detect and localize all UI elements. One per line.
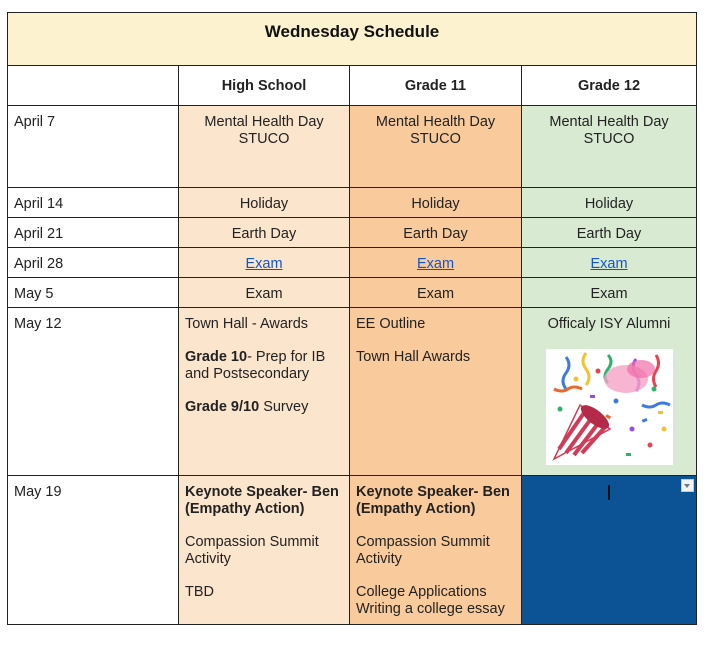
schedule-title: Wednesday Schedule: [264, 22, 440, 41]
cell-line: STUCO: [583, 131, 635, 147]
cell-paragraph: [185, 484, 343, 518]
g11-cell[interactable]: Earth Day: [350, 218, 522, 248]
table-row: [8, 308, 697, 476]
date-cell[interactable]: May 12: [8, 308, 179, 476]
chevron-down-icon[interactable]: [681, 479, 694, 492]
bold-label: Keynote Speaker- Ben (Empathy Action): [185, 484, 339, 517]
g12-cell[interactable]: [522, 248, 697, 278]
date-cell[interactable]: April 21: [8, 218, 179, 248]
title-cell[interactable]: [8, 13, 697, 66]
date-cell[interactable]: April 14: [8, 188, 179, 218]
hs-cell[interactable]: Earth Day: [179, 218, 350, 248]
cell-paragraph: EE Outline: [356, 316, 426, 332]
table-row: [8, 188, 697, 218]
table-row: [8, 278, 697, 308]
date-cell[interactable]: April 7: [8, 106, 179, 188]
cell-paragraph: [185, 349, 343, 383]
g11-cell[interactable]: [350, 308, 522, 476]
header-grade-12[interactable]: Grade 12: [522, 66, 697, 106]
exam-link[interactable]: Exam: [590, 256, 628, 272]
paragraph-text: Survey: [259, 399, 309, 415]
header-high-school[interactable]: High School: [179, 66, 350, 106]
g12-cell[interactable]: Holiday: [522, 188, 697, 218]
hs-cell[interactable]: [179, 308, 350, 476]
table-row: [8, 218, 697, 248]
cell-paragraph: Compassion Summit Activity: [356, 534, 490, 567]
cell-line: STUCO: [410, 131, 461, 147]
g11-cell[interactable]: Exam: [350, 278, 522, 308]
header-row: [8, 66, 697, 106]
date-cell[interactable]: April 28: [8, 248, 179, 278]
cell-line: Officaly ISY Alumni: [547, 316, 671, 332]
cell-paragraph: [356, 584, 515, 618]
cell-line: Mental Health Day: [549, 114, 669, 130]
selected-cell[interactable]: [522, 476, 697, 625]
g11-cell[interactable]: [350, 248, 522, 278]
bold-label: Grade 10: [185, 349, 248, 365]
hs-cell[interactable]: Exam: [179, 278, 350, 308]
bold-label: Grade 9/10: [185, 399, 260, 415]
cell-paragraph: [185, 399, 343, 416]
date-cell[interactable]: May 5: [8, 278, 179, 308]
table-row: [8, 106, 697, 188]
date-cell[interactable]: May 19: [8, 476, 179, 625]
schedule-table: [7, 12, 697, 625]
g11-cell[interactable]: Holiday: [350, 188, 522, 218]
g12-cell[interactable]: [522, 106, 697, 188]
bold-label: Keynote Speaker- Ben (Empathy Action): [356, 484, 510, 517]
hs-cell[interactable]: Holiday: [179, 188, 350, 218]
party-popper-confetti-icon[interactable]: [546, 349, 673, 465]
table-row: [8, 248, 697, 278]
paragraph-line: College Applications: [356, 584, 487, 600]
cell-paragraph: Town Hall Awards: [356, 349, 471, 365]
paragraph-line: Writing a college essay: [356, 601, 505, 617]
cell-line: Mental Health Day: [204, 114, 324, 130]
cell-paragraph: Compassion Summit Activity: [185, 534, 319, 567]
cell-paragraph: [356, 484, 515, 518]
header-blank-cell[interactable]: [8, 66, 179, 106]
cell-line: STUCO: [238, 131, 290, 147]
header-grade-11[interactable]: Grade 11: [350, 66, 522, 106]
g12-cell[interactable]: Earth Day: [522, 218, 697, 248]
g12-cell[interactable]: Exam: [522, 278, 697, 308]
exam-link[interactable]: Exam: [416, 256, 455, 272]
g11-cell[interactable]: [350, 106, 522, 188]
hs-cell[interactable]: [179, 106, 350, 188]
text-cursor: [608, 485, 610, 500]
g12-cell[interactable]: [522, 308, 697, 476]
exam-link[interactable]: Exam: [245, 256, 283, 272]
paragraph-text: - Prep for IB and Postsecondary: [185, 349, 326, 382]
cell-line: Mental Health Day: [375, 114, 496, 130]
hs-cell[interactable]: [179, 248, 350, 278]
cell-paragraph: Town Hall - Awards: [185, 316, 309, 332]
hs-cell[interactable]: [179, 476, 350, 625]
cell-paragraph: TBD: [185, 584, 214, 600]
g11-cell[interactable]: [350, 476, 522, 625]
table-row: [8, 476, 697, 625]
